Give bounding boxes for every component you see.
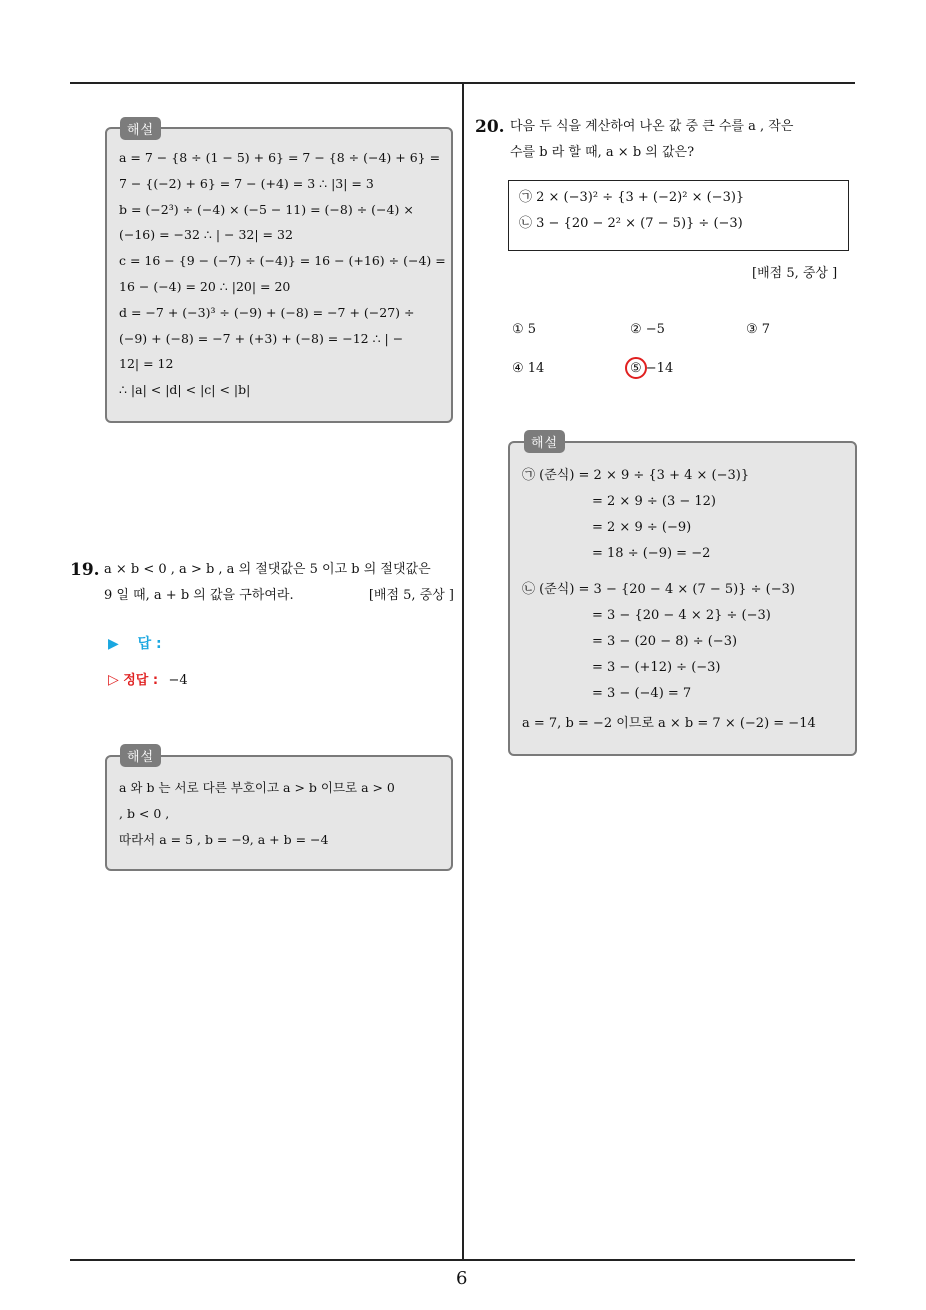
solution-line: d = −7 + (−3)³ ÷ (−9) + (−8) = −7 + (−27) ÷ [119,304,415,320]
solution-line: , b < 0 , [119,805,170,821]
choice-1[interactable]: ① 5 [512,322,537,337]
solution-tag: 해설 [120,117,161,140]
solution-tag: 해설 [120,744,161,767]
question-19-text [104,557,454,609]
question-19-score: [배점 5, 중상 ] [368,588,454,603]
question-20-line1: 다음 두 식을 계산하여 나온 값 중 큰 수를 a , 작은 [510,119,794,134]
question-19-line1: a × b < 0 , a > b , a 의 절댓값은 5 이고 b 의 절댓값은 [104,562,431,577]
solution-line: a = 7 − {8 ÷ (1 − 5) + 6} = 7 − {8 ÷ (−4) + 6} = [119,150,441,165]
solution-box-18 [105,127,453,423]
answer-row [108,633,162,653]
solution-conclusion: a = 7, b = −2 이므로 a × b = 7 × (−2) = −14 [522,716,816,731]
solution-line: ∴ |a| < |d| < |c| < |b| [119,382,251,398]
solution-18-lines [119,145,446,403]
condition-1: ㉠ 2 × (−3)² ÷ {3 + (−2)² × (−3)} [519,190,745,205]
solution-line: = 2 × 9 ÷ (−9) [592,520,692,535]
solution-line: = 3 − (20 − 8) ÷ (−3) [592,634,738,649]
hollow-arrow-icon: ▷ [108,672,119,688]
bottom-rule [70,1259,855,1261]
solution-line: c = 16 − {9 − (−7) ÷ (−4)} = 16 − (+16) ÷ (−4) = [119,253,446,269]
solution-line: 따라서 a = 5 , b = −9, a + b = −4 [119,831,329,847]
question-19-line2: 9 일 때, a + b 의 값을 구하여라. [104,588,294,603]
question-20-text [510,114,860,166]
solution-line: (−9) + (−8) = −7 + (+3) + (−8) = −12 ∴ | − [119,330,404,346]
page-number: 6 [456,1268,468,1289]
solution-line: = 3 − {20 − 4 × 2} ÷ (−3) [592,608,771,623]
condition-2: ㉡ 3 − {20 − 2² × (7 − 5)} ÷ (−3) [519,216,743,231]
correct-answer-row [108,669,188,688]
solution-box-19 [105,755,453,871]
solution-line: ㉡ (준식) = 3 − {20 − 4 × (7 − 5)} ÷ (−3) [522,582,795,597]
choice-4[interactable]: ④ 14 [512,361,545,376]
solution-line: b = (−2³) ÷ (−4) × (−5 − 11) = (−8) ÷ (−4) × [119,201,414,217]
solution-20-lines [522,463,852,737]
correct-value: −4 [168,673,188,688]
play-arrow-icon: ▶ [108,636,119,652]
solution-box-20 [508,441,857,756]
question-number-20: 20. [475,117,505,137]
solution-line: 16 − (−4) = 20 ∴ |20| = 20 [119,278,291,294]
solution-19-lines [119,775,443,852]
correct-label: 정답 : [123,673,159,688]
solution-line: = 3 − (−4) = 7 [592,686,692,701]
question-20-line2: 수를 b 라 할 때, a × b 의 값은? [510,145,695,160]
choice-5[interactable]: ⑤ −14 [630,361,674,376]
solution-line: 12| = 12 [119,356,174,372]
solution-line: = 3 − (+12) ÷ (−3) [592,660,721,675]
solution-line: (−16) = −32 ∴ | − 32| = 32 [119,227,293,243]
question-number-19: 19. [70,560,100,580]
solution-line: ㉠ (준식) = 2 × 9 ÷ {3 + 4 × (−3)} [522,468,750,483]
choice-2[interactable]: ② −5 [630,322,665,337]
solution-tag: 해설 [524,430,565,453]
solution-line: = 2 × 9 ÷ (3 − 12) [592,494,716,509]
answer-label: 답 : [137,636,162,652]
solution-line: a 와 b 는 서로 다른 부호이고 a > b 이므로 a > 0 [119,780,395,795]
choice-3[interactable]: ③ 7 [746,322,771,337]
solution-line: 7 − {(−2) + 6} = 7 − (+4) = 3 ∴ |3| = 3 [119,175,374,191]
solution-line: = 18 ÷ (−9) = −2 [592,546,711,561]
column-divider [462,82,464,1260]
question-19-line2-row [104,583,454,609]
selected-circle-mark [625,357,647,379]
question-20-score: [배점 5, 중상 ] [752,266,838,281]
conditions-box [508,180,849,251]
